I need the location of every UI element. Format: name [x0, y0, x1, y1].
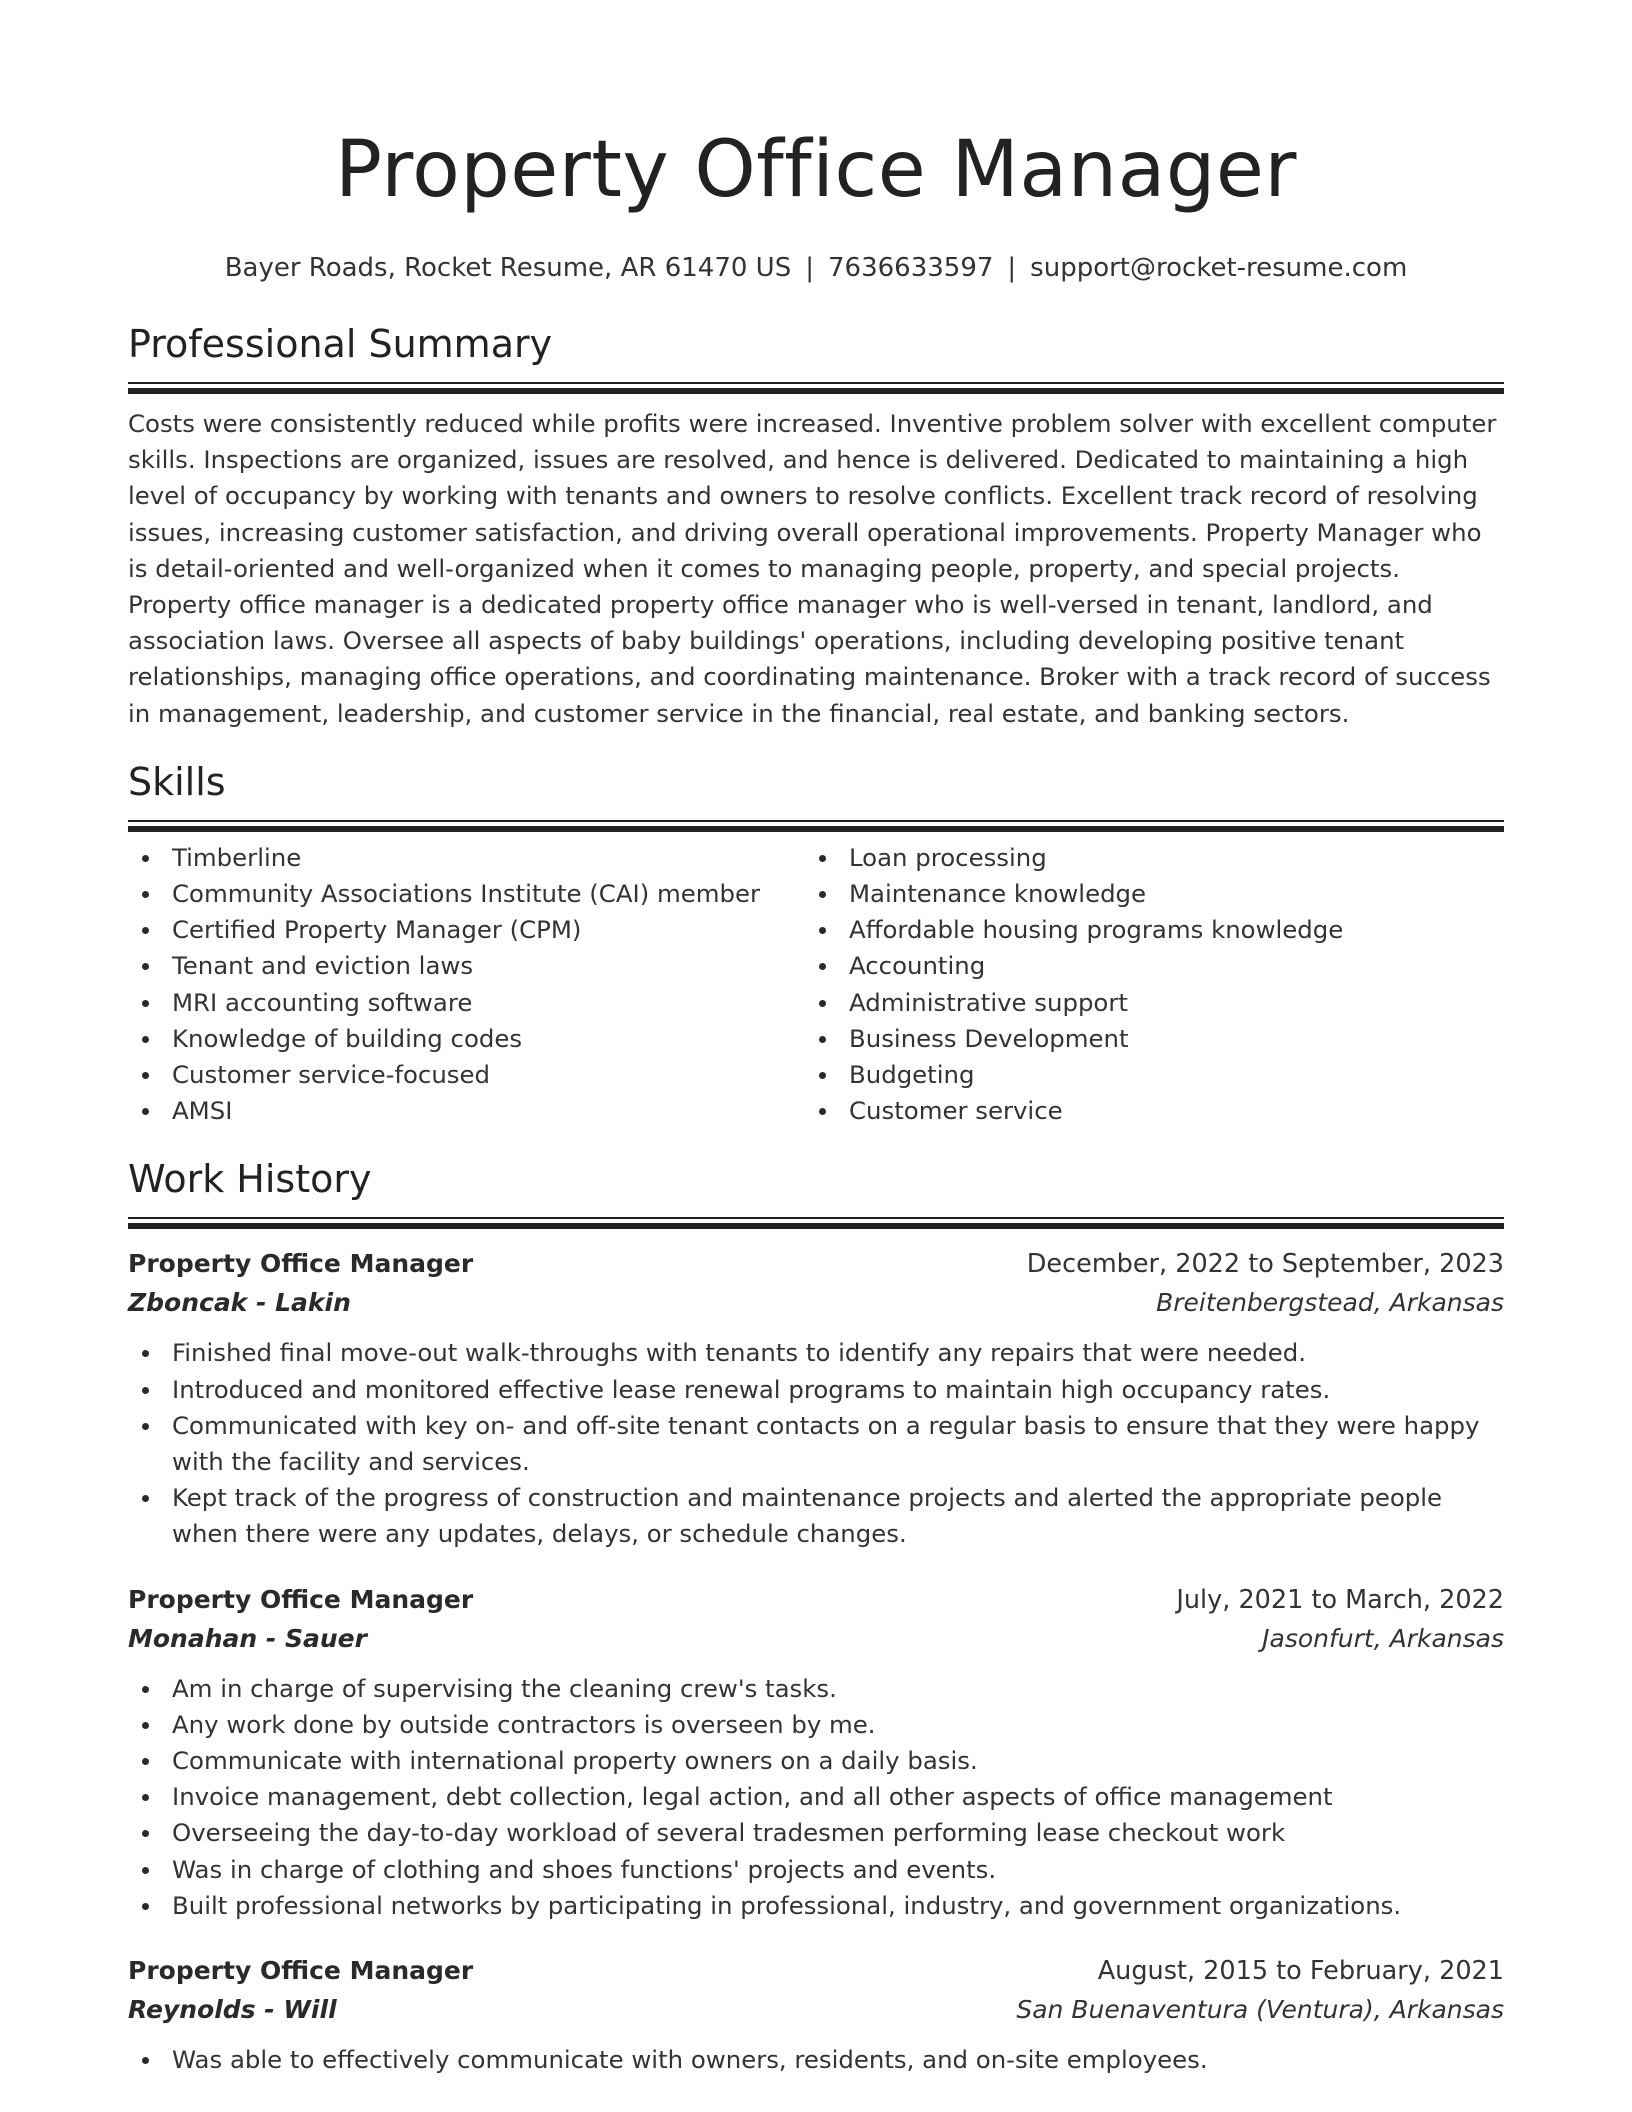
job-entry	[128, 1245, 1504, 1552]
skill-item: Knowledge of building codes	[128, 1021, 805, 1057]
job-bullets	[128, 1335, 1504, 1552]
skills-right-column	[805, 840, 1504, 1130]
skill-item: Customer service-focused	[128, 1057, 805, 1093]
job-bullet: Communicate with international property owners on a daily basis.	[128, 1743, 1504, 1779]
job-title: Property Office Manager	[128, 1584, 474, 1614]
job-location: Breitenbergstead, Arkansas	[1156, 1288, 1504, 1318]
job-bullets	[128, 2042, 1504, 2078]
job-header-row	[128, 1952, 1504, 1990]
job-dates: July, 2021 to March, 2022	[1176, 1584, 1504, 1615]
job-location: Jasonfurt, Arkansas	[1262, 1623, 1504, 1653]
summary-text: Costs were consistently reduced while profits were increased. Inventive problem solver with excellent computer skills. Inspections are organized, issues are resolved, and hence is delivered. Dedicated to maintaining a high level of occupancy by working with tenants and owners to resolve conflicts. Excellent track record of resolving issues, increasing customer satisfaction, and driving overall operational improvements. Property Manager who is detail-oriented and well-organized when it comes to managing people, property, and special projects. Property office manager is a dedicated property office manager who is well-versed in tenant, landlord, and association laws. Oversee all aspects of baby buildings' operations, including developing positive tenant relationships, managing office operations, and coordinating maintenance. Broker with a track record of success in management, leadership, and customer service in the financial, real estate, and banking sectors.	[128, 409, 1497, 728]
skill-item: Customer service	[805, 1093, 1504, 1129]
job-bullets	[128, 1671, 1504, 1924]
skill-item: Timberline	[128, 840, 805, 876]
job-bullet: Am in charge of supervising the cleaning crew's tasks.	[128, 1671, 1504, 1707]
job-entry	[128, 1952, 1504, 2078]
job-company: Reynolds - Will	[128, 1995, 337, 2025]
resume-name: Property Office Manager	[335, 125, 1297, 215]
section-divider	[128, 1217, 1504, 1229]
job-company: Monahan - Sauer	[128, 1623, 367, 1653]
job-title: Property Office Manager	[128, 1956, 474, 1986]
work-history-section	[128, 1155, 1504, 2078]
skill-item: AMSI	[128, 1093, 805, 1129]
contact-address: Bayer Roads, Rocket Resume, AR 61470 US	[224, 253, 792, 283]
job-subheader-row	[128, 1619, 1504, 1659]
job-location: San Buenaventura (Ventura), Arkansas	[1016, 1995, 1504, 2025]
section-title-work-history: Work History	[128, 1157, 372, 1202]
job-entry	[128, 1581, 1504, 1924]
job-bullet: Was able to effectively communicate with owners, residents, and on-site employees.	[128, 2042, 1504, 2078]
job-bullet: Invoice management, debt collection, legal action, and all other aspects of office management	[128, 1779, 1504, 1815]
job-bullet: Built professional networks by participating in professional, industry, and government organizations.	[128, 1888, 1504, 1924]
skill-item: Certified Property Manager (CPM)	[128, 912, 805, 948]
skills-section	[128, 758, 1504, 1130]
section-divider	[128, 820, 1504, 832]
job-bullet: Kept track of the progress of construction and maintenance projects and alerted the appropriate people when there were any updates, delays, or schedule changes.	[128, 1480, 1504, 1552]
job-bullet: Was in charge of clothing and shoes functions' projects and events.	[128, 1852, 1504, 1888]
skill-item: Loan processing	[805, 840, 1504, 876]
job-header-row	[128, 1581, 1504, 1619]
job-dates: December, 2022 to September, 2023	[1026, 1249, 1504, 1280]
contact-line	[128, 250, 1504, 286]
contact-separator: |	[805, 253, 814, 283]
skill-item: Community Associations Institute (CAI) member	[128, 876, 805, 912]
job-header-row	[128, 1245, 1504, 1283]
skill-item: Budgeting	[805, 1057, 1504, 1093]
summary-section	[128, 320, 1504, 732]
skills-left-column	[128, 840, 805, 1130]
job-bullet: Finished final move-out walk-throughs with tenants to identify any repairs that were needed.	[128, 1335, 1504, 1371]
job-bullet: Introduced and monitored effective lease renewal programs to maintain high occupancy rates.	[128, 1372, 1504, 1408]
job-dates: August, 2015 to February, 2021	[1097, 1956, 1504, 1987]
contact-email: support@rocket-resume.com	[1030, 253, 1408, 283]
job-company: Zboncak - Lakin	[128, 1288, 351, 1318]
skill-item: Administrative support	[805, 985, 1504, 1021]
section-divider	[128, 382, 1504, 394]
section-title-summary: Professional Summary	[128, 322, 553, 366]
job-bullet: Communicated with key on- and off-site tenant contacts on a regular basis to ensure that they were happy with the facility and services.	[128, 1408, 1504, 1480]
job-subheader-row	[128, 1283, 1504, 1323]
job-bullet: Any work done by outside contractors is overseen by me.	[128, 1707, 1504, 1743]
skill-item: Accounting	[805, 948, 1504, 984]
job-bullet: Overseeing the day-to-day workload of several tradesmen performing lease checkout work	[128, 1815, 1504, 1851]
skill-item: Affordable housing programs knowledge	[805, 912, 1504, 948]
job-subheader-row	[128, 1990, 1504, 2030]
skill-item: Business Development	[805, 1021, 1504, 1057]
contact-separator: |	[1007, 253, 1017, 283]
skills-columns	[128, 840, 1504, 1130]
skill-item: Tenant and eviction laws	[128, 948, 805, 984]
skill-item: Maintenance knowledge	[805, 876, 1504, 912]
contact-phone: 7636633597	[827, 253, 994, 283]
job-title: Property Office Manager	[128, 1249, 474, 1279]
skill-item: MRI accounting software	[128, 985, 805, 1021]
section-title-skills: Skills	[128, 759, 226, 804]
